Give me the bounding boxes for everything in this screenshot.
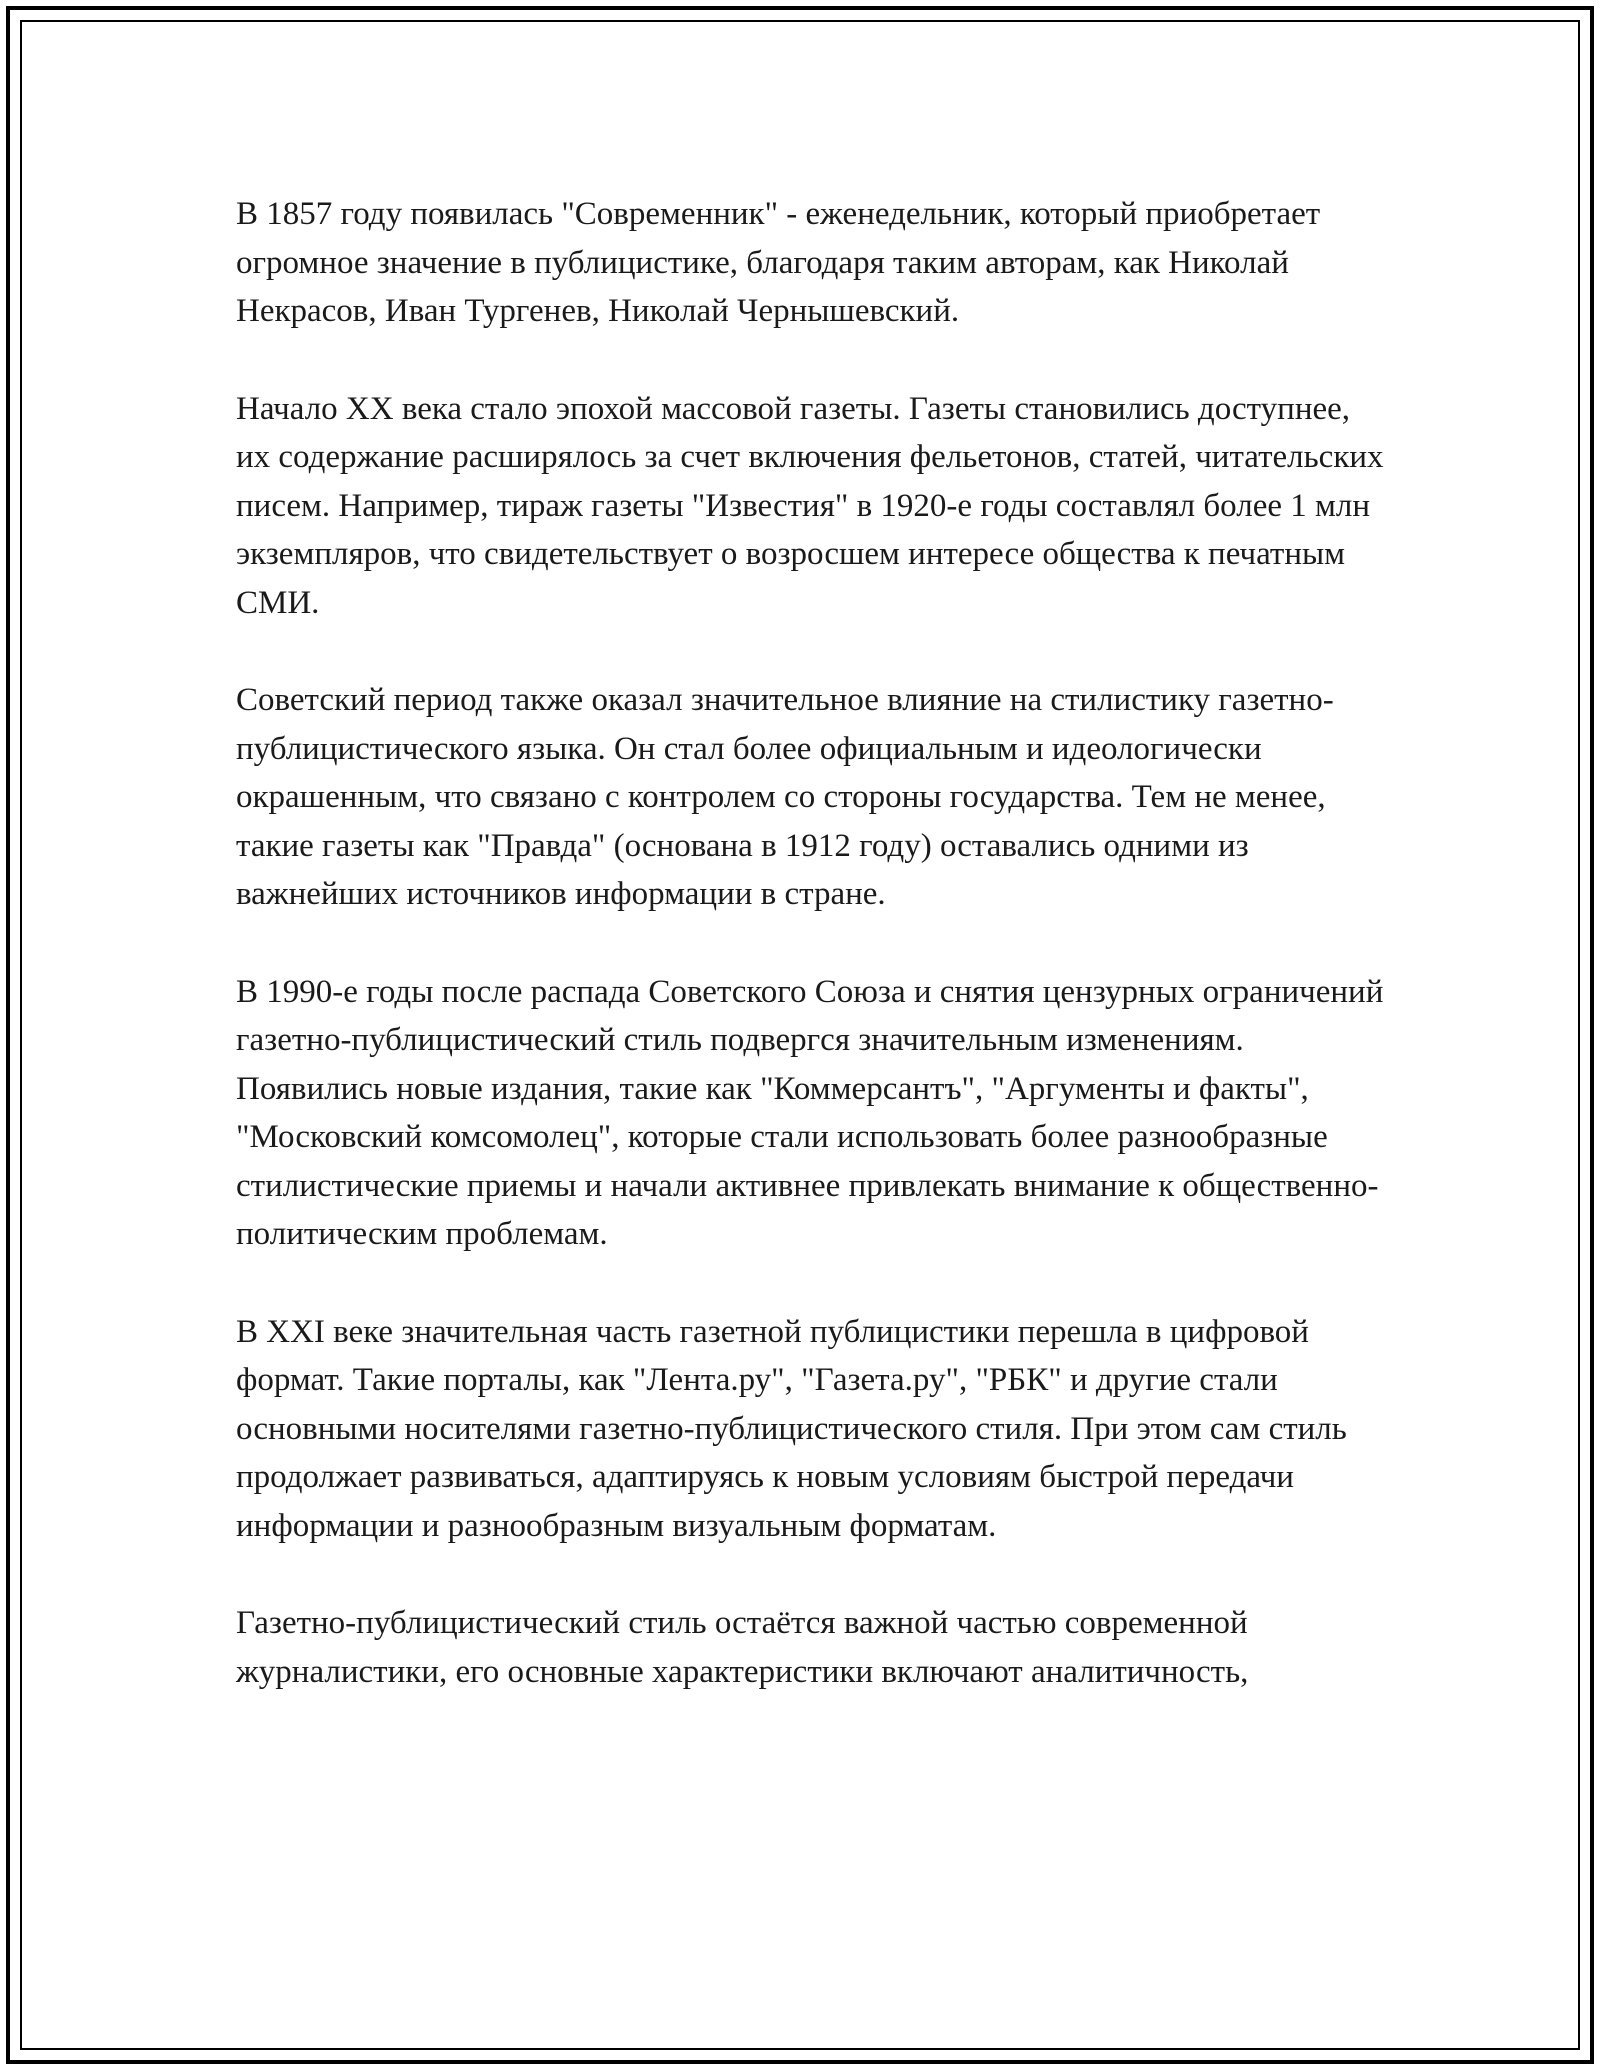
paragraph-sovremennik: В 1857 году появилась "Современник" - еженедельник, который приобретает огромное значение в публицистике, благодаря таким авторам, как Николай Некрасов, Иван Тургенев, Николай Чернышевский. [236, 196, 1321, 329]
paragraph-early-20th-century: Начало XX века стало эпохой массовой газеты. Газеты становились доступнее, их содержание расширялось за счет включения фельетонов, статей, читательских писем. Например, тираж газеты "Известия" в 1920-е годы составлял более 1 млн экземпляров, что свидетельствует о возросшем интересе общества к печатным СМИ. [236, 390, 1384, 621]
paragraph-conclusion: Газетно-публицистический стиль остаётся важной частью современной журналистики, его основные характеристики включают аналитичность, [236, 1605, 1249, 1690]
document-body [236, 190, 1386, 1696]
paragraph-soviet-period: Советский период также оказал значительное влияние на стилистику газетно-публицистического языка. Он стал более официальным и идеологически окрашенным, что связано с контролем со стороны государства. Тем не менее, такие газеты как "Правда" (основана в 1912 году) оставались одними из важнейших источников информации в стране. [236, 682, 1334, 912]
paragraph-21st-century: В XXI веке значительная часть газетной публицистики перешла в цифровой формат. Такие порталы, как "Лента.ру", "Газета.ру", "РБК" и другие стали основными носителями газетно-публицистического стиля. При этом сам стиль продолжает развиваться, адаптируясь к новым условиям быстрой передачи информации и разнообразным визуальным форматам. [236, 1313, 1347, 1544]
paragraph-1990s: В 1990-е годы после распада Советского Союза и снятия цензурных ограничений газетно-публицистический стиль подвергся значительным изменениям. Появились новые издания, такие как "Коммерсантъ", "Аргументы и факты", "Московский комсомолец", которые стали использовать более разнообразные стилистические приемы и начали активнее привлекать внимание к общественно-политическим проблемам. [236, 973, 1384, 1252]
